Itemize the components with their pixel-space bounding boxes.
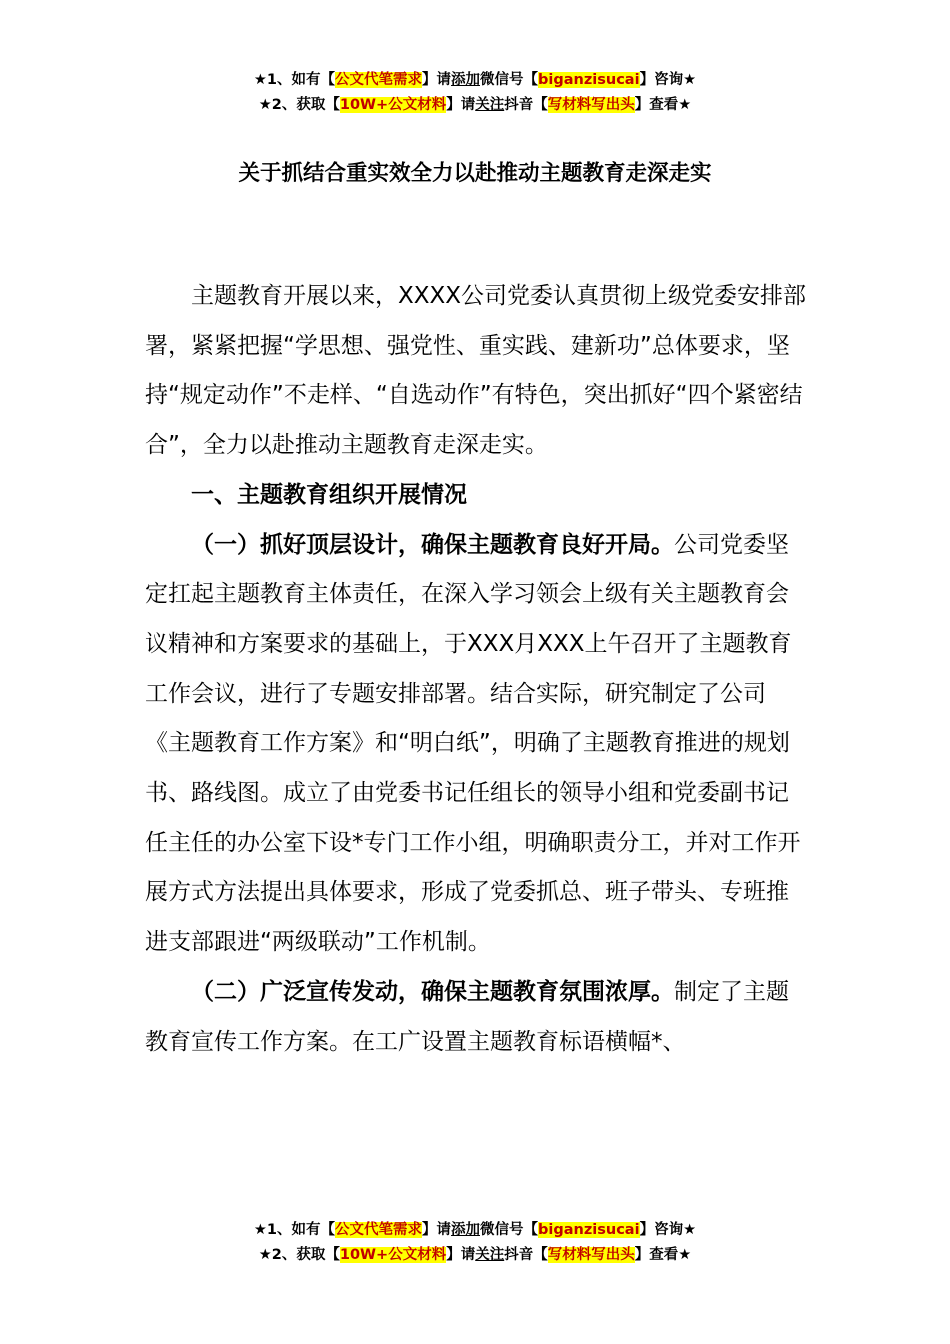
section-heading: 一、主题教育组织开展情况	[191, 481, 467, 508]
banner-highlight: 公文代笔需求	[335, 72, 423, 88]
banner-text: ★1、如有【	[253, 1222, 336, 1238]
banner-text: 】咨询★	[639, 72, 697, 88]
document-body	[145, 272, 807, 1067]
banner-text: 抖音【	[504, 1247, 548, 1263]
item-lead: （一）抓好顶层设计，确保主题教育良好开局。	[191, 531, 674, 558]
banner-highlight: 写材料写出头	[547, 97, 635, 113]
banner-highlight: 公文代笔需求	[335, 1222, 423, 1238]
banner-highlight: 写材料写出头	[547, 1247, 635, 1263]
banner-text: ★2、获取【	[258, 97, 340, 113]
banner-highlight: 10W+公文材料	[339, 1247, 447, 1263]
banner-text: 微信号【	[480, 72, 539, 88]
banner-line-1	[0, 68, 950, 93]
banner-underlined: 关注	[475, 97, 505, 113]
item-lead: （二）广泛宣传发动，确保主题教育氛围浓厚。	[191, 978, 674, 1005]
paragraph-item-2	[145, 968, 807, 1067]
banner-line-2	[0, 93, 950, 118]
header-banner	[0, 68, 950, 118]
item-body: 公司党委坚定扛起主题教育主体责任，在深入学习领会上级有关主题教育会议精神和方案要求的基础上，于XXX月XXX上午召开了主题教育工作会议，进行了专题安排部署。结合实际，研究制定了公司《主题教育工作方案》和“明白纸”，明确了主题教育推进的规划书、路线图。成立了由党委书记任组长的领导小组和党委副书记任主任的办公室下设*专门工作小组，明确职责分工，并对工作开展方式方法提出具体要求，形成了党委抓总、班子带头、专班推进支部跟进“两级联动”工作机制。	[145, 531, 801, 956]
banner-text: 】请	[446, 1247, 476, 1263]
banner-text: 】请	[422, 1222, 452, 1238]
banner-highlight: 10W+公文材料	[339, 97, 447, 113]
banner-text: ★2、获取【	[258, 1247, 340, 1263]
banner-underlined: 添加	[451, 72, 481, 88]
banner-line-2	[0, 1243, 950, 1268]
paragraph-item-1	[145, 521, 807, 968]
banner-text: 】咨询★	[639, 1222, 697, 1238]
banner-text: 】请	[446, 97, 476, 113]
banner-text: 抖音【	[504, 97, 548, 113]
banner-highlight: biganzisucai	[538, 1222, 640, 1238]
banner-line-1	[0, 1218, 950, 1243]
banner-text: 】查看★	[634, 97, 692, 113]
banner-text: 微信号【	[480, 1222, 539, 1238]
banner-highlight: biganzisucai	[538, 72, 640, 88]
banner-text: ★1、如有【	[253, 72, 336, 88]
footer-banner	[0, 1218, 950, 1268]
banner-text: 】查看★	[634, 1247, 692, 1263]
intro-paragraph: 主题教育开展以来，XXXX公司党委认真贯彻上级党委安排部署，紧紧把握“学思想、强党性、重实践、建新功”总体要求，坚持“规定动作”不走样、“自选动作”有特色，突出抓好“四个紧密结合”，全力以赴推动主题教育走深走实。	[145, 283, 807, 459]
item-body: 制定了主题教育宣传工作方案。在工广设置主题教育标语横幅*、	[145, 978, 789, 1055]
banner-text: 】请	[422, 72, 452, 88]
banner-underlined: 关注	[475, 1247, 505, 1263]
banner-underlined: 添加	[451, 1222, 481, 1238]
document-title: 关于抓结合重实效全力以赴推动主题教育走深走实	[238, 161, 712, 186]
